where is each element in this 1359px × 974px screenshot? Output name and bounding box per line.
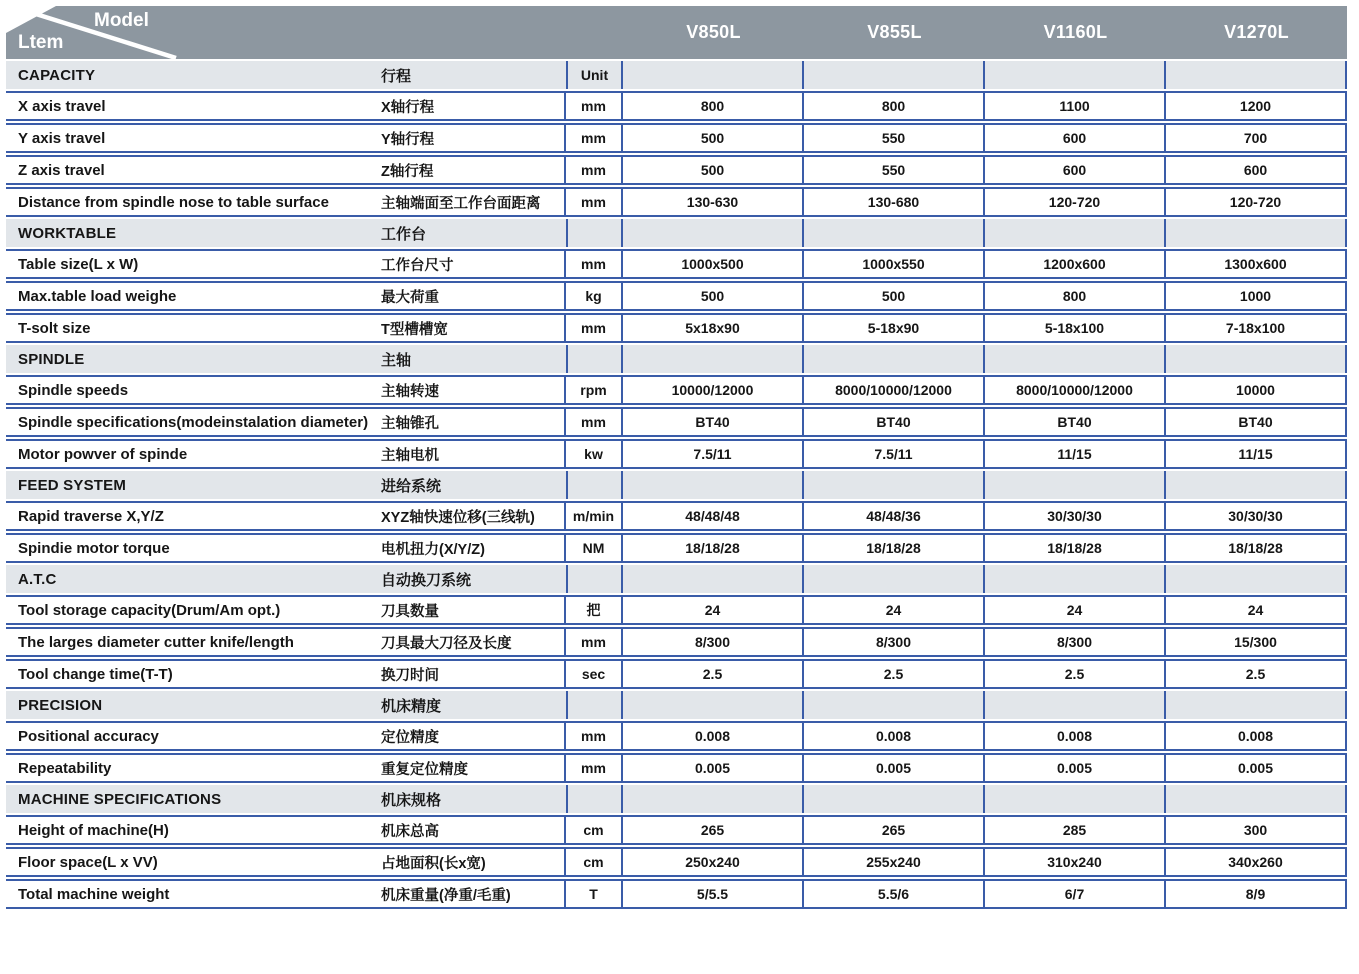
section-value-spacer	[985, 691, 1166, 719]
row-label-zh: Z轴行程	[381, 155, 566, 185]
unit-cell: mm	[566, 91, 623, 121]
value-cell: 1200x600	[985, 249, 1166, 279]
value-cell: 2.5	[623, 659, 804, 689]
table-row	[6, 187, 1347, 217]
spec-table	[6, 4, 1347, 911]
row-label-en: Rapid traverse X,Y/Z	[6, 501, 381, 531]
value-cell: 30/30/30	[1166, 501, 1347, 531]
section-row	[6, 471, 1347, 499]
value-cell: BT40	[1166, 407, 1347, 437]
value-cell: 11/15	[1166, 439, 1347, 469]
section-label-en: A.T.C	[6, 565, 381, 593]
section-value-spacer	[985, 471, 1166, 499]
section-value-spacer	[1166, 691, 1347, 719]
row-label-en: Repeatability	[6, 753, 381, 783]
row-label-en: Motor powver of spinde	[6, 439, 381, 469]
value-cell: 600	[985, 123, 1166, 153]
row-label-zh: 刀具最大刀径及长度	[381, 627, 566, 657]
row-label-zh: 刀具数量	[381, 595, 566, 625]
unit-cell: sec	[566, 659, 623, 689]
section-value-spacer	[804, 471, 985, 499]
row-label-en: Spindie motor torque	[6, 533, 381, 563]
unit-header-cell	[566, 785, 623, 813]
section-value-spacer	[623, 61, 804, 89]
row-label-en: Distance from spindle nose to table surface	[6, 187, 381, 217]
value-cell: 18/18/28	[804, 533, 985, 563]
unit-cell: 把	[566, 595, 623, 625]
value-cell: 130-680	[804, 187, 985, 217]
value-cell: 0.005	[1166, 753, 1347, 783]
row-label-zh: 主轴锥孔	[381, 407, 566, 437]
table-row	[6, 627, 1347, 657]
table-row	[6, 313, 1347, 343]
row-label-zh: 机床总高	[381, 815, 566, 845]
value-cell: 0.005	[985, 753, 1166, 783]
value-cell: 7-18x100	[1166, 313, 1347, 343]
unit-header-cell	[566, 691, 623, 719]
section-value-spacer	[1166, 471, 1347, 499]
row-label-en: Positional accuracy	[6, 721, 381, 751]
section-row	[6, 691, 1347, 719]
value-cell: 250x240	[623, 847, 804, 877]
value-cell: 700	[1166, 123, 1347, 153]
row-label-en: The larges diameter cutter knife/length	[6, 627, 381, 657]
value-cell: 2.5	[804, 659, 985, 689]
corner-model-label: Model	[94, 10, 149, 31]
value-cell: 600	[1166, 155, 1347, 185]
value-cell: 8/300	[623, 627, 804, 657]
section-value-spacer	[1166, 345, 1347, 373]
table-row	[6, 501, 1347, 531]
section-value-spacer	[985, 565, 1166, 593]
value-cell: BT40	[804, 407, 985, 437]
value-cell: 5.5/6	[804, 879, 985, 909]
value-cell: 800	[985, 281, 1166, 311]
unit-cell: mm	[566, 753, 623, 783]
value-cell: 2.5	[1166, 659, 1347, 689]
value-cell: 10000	[1166, 375, 1347, 405]
section-label-zh: 自动换刀系统	[381, 565, 566, 593]
value-cell: 48/48/48	[623, 501, 804, 531]
unit-cell: T	[566, 879, 623, 909]
unit-cell: m/min	[566, 501, 623, 531]
section-row	[6, 345, 1347, 373]
unit-cell: cm	[566, 815, 623, 845]
value-cell: 800	[804, 91, 985, 121]
row-label-zh: 机床重量(净重/毛重)	[381, 879, 566, 909]
value-cell: 300	[1166, 815, 1347, 845]
section-label-zh: 工作台	[381, 219, 566, 247]
value-cell: 30/30/30	[985, 501, 1166, 531]
value-cell: 120-720	[985, 187, 1166, 217]
value-cell: 285	[985, 815, 1166, 845]
section-value-spacer	[1166, 565, 1347, 593]
section-value-spacer	[1166, 61, 1347, 89]
table-row	[6, 815, 1347, 845]
table-row	[6, 595, 1347, 625]
section-value-spacer	[985, 61, 1166, 89]
row-label-en: Tool change time(T-T)	[6, 659, 381, 689]
row-label-zh: T型槽槽宽	[381, 313, 566, 343]
table-row	[6, 533, 1347, 563]
table-row	[6, 91, 1347, 121]
value-cell: 7.5/11	[623, 439, 804, 469]
row-label-zh: 工作台尺寸	[381, 249, 566, 279]
unit-cell: mm	[566, 721, 623, 751]
row-label-zh: 换刀时间	[381, 659, 566, 689]
section-value-spacer	[623, 219, 804, 247]
row-label-zh: 最大荷重	[381, 281, 566, 311]
section-label-en: PRECISION	[6, 691, 381, 719]
section-value-spacer	[804, 785, 985, 813]
corner-item-label: Ltem	[18, 32, 64, 53]
section-label-zh: 主轴	[381, 345, 566, 373]
value-cell: 0.008	[1166, 721, 1347, 751]
section-value-spacer	[804, 61, 985, 89]
value-cell: 310x240	[985, 847, 1166, 877]
model-header-3: V1270L	[1166, 6, 1347, 59]
table-row	[6, 281, 1347, 311]
row-label-zh: Y轴行程	[381, 123, 566, 153]
row-label-en: X axis travel	[6, 91, 381, 121]
row-label-zh: 定位精度	[381, 721, 566, 751]
value-cell: 0.005	[804, 753, 985, 783]
value-cell: 1100	[985, 91, 1166, 121]
value-cell: 500	[623, 155, 804, 185]
unit-cell: mm	[566, 123, 623, 153]
model-header-1: V855L	[804, 6, 985, 59]
value-cell: 130-630	[623, 187, 804, 217]
unit-cell: mm	[566, 407, 623, 437]
value-cell: 800	[623, 91, 804, 121]
model-header-2: V1160L	[985, 6, 1166, 59]
value-cell: 500	[804, 281, 985, 311]
table-row	[6, 407, 1347, 437]
unit-cell: mm	[566, 627, 623, 657]
row-label-zh: 主轴转速	[381, 375, 566, 405]
value-cell: 1000x500	[623, 249, 804, 279]
section-label-en: WORKTABLE	[6, 219, 381, 247]
value-cell: 1000	[1166, 281, 1347, 311]
value-cell: BT40	[985, 407, 1166, 437]
unit-cell: rpm	[566, 375, 623, 405]
row-label-zh: 主轴端面至工作台面距离	[381, 187, 566, 217]
unit-cell: mm	[566, 313, 623, 343]
model-header-0: V850L	[623, 6, 804, 59]
value-cell: 120-720	[1166, 187, 1347, 217]
row-label-en: Floor space(L x VV)	[6, 847, 381, 877]
table-row	[6, 721, 1347, 751]
section-value-spacer	[623, 785, 804, 813]
value-cell: 2.5	[985, 659, 1166, 689]
section-value-spacer	[985, 345, 1166, 373]
table-row	[6, 439, 1347, 469]
value-cell: 10000/12000	[623, 375, 804, 405]
value-cell: 18/18/28	[1166, 533, 1347, 563]
value-cell: 7.5/11	[804, 439, 985, 469]
section-label-zh: 机床规格	[381, 785, 566, 813]
unit-header-cell	[566, 565, 623, 593]
section-label-en: MACHINE SPECIFICATIONS	[6, 785, 381, 813]
value-cell: 8/300	[804, 627, 985, 657]
value-cell: 8000/10000/12000	[985, 375, 1166, 405]
row-label-en: Max.table load weighe	[6, 281, 381, 311]
table-row	[6, 123, 1347, 153]
section-value-spacer	[804, 345, 985, 373]
value-cell: 8/300	[985, 627, 1166, 657]
value-cell: 5x18x90	[623, 313, 804, 343]
section-row	[6, 565, 1347, 593]
value-cell: 5-18x100	[985, 313, 1166, 343]
value-cell: 24	[804, 595, 985, 625]
unit-header-cell	[566, 345, 623, 373]
table-row	[6, 249, 1347, 279]
value-cell: 600	[985, 155, 1166, 185]
section-label-zh: 行程	[381, 61, 566, 89]
value-cell: 500	[623, 123, 804, 153]
unit-cell: mm	[566, 187, 623, 217]
value-cell: 0.008	[804, 721, 985, 751]
table-row	[6, 753, 1347, 783]
corner-cell	[6, 6, 623, 59]
row-label-zh: 电机扭力(X/Y/Z)	[381, 533, 566, 563]
value-cell: 5-18x90	[804, 313, 985, 343]
table-row	[6, 847, 1347, 877]
section-label-en: SPINDLE	[6, 345, 381, 373]
row-label-en: Spindle speeds	[6, 375, 381, 405]
row-label-en: Spindle specifications(modeinstalation diameter)	[6, 407, 381, 437]
section-label-zh: 进给系统	[381, 471, 566, 499]
value-cell: 1200	[1166, 91, 1347, 121]
unit-cell: kw	[566, 439, 623, 469]
row-label-en: T-solt size	[6, 313, 381, 343]
section-value-spacer	[985, 219, 1166, 247]
row-label-en: Table size(L x W)	[6, 249, 381, 279]
section-label-en: CAPACITY	[6, 61, 381, 89]
table-row	[6, 155, 1347, 185]
value-cell: 265	[804, 815, 985, 845]
value-cell: 6/7	[985, 879, 1166, 909]
section-value-spacer	[985, 785, 1166, 813]
row-label-zh: 占地面积(长x宽)	[381, 847, 566, 877]
value-cell: BT40	[623, 407, 804, 437]
unit-cell: mm	[566, 249, 623, 279]
section-row	[6, 219, 1347, 247]
section-label-en: FEED SYSTEM	[6, 471, 381, 499]
unit-header-cell: Unit	[566, 61, 623, 89]
section-value-spacer	[1166, 219, 1347, 247]
section-value-spacer	[623, 345, 804, 373]
row-label-en: Tool storage capacity(Drum/Am opt.)	[6, 595, 381, 625]
value-cell: 1300x600	[1166, 249, 1347, 279]
value-cell: 255x240	[804, 847, 985, 877]
value-cell: 15/300	[1166, 627, 1347, 657]
unit-cell: mm	[566, 155, 623, 185]
value-cell: 5/5.5	[623, 879, 804, 909]
unit-cell: cm	[566, 847, 623, 877]
section-row	[6, 61, 1347, 89]
value-cell: 18/18/28	[623, 533, 804, 563]
value-cell: 0.008	[623, 721, 804, 751]
value-cell: 340x260	[1166, 847, 1347, 877]
value-cell: 48/48/36	[804, 501, 985, 531]
section-value-spacer	[1166, 785, 1347, 813]
unit-cell: kg	[566, 281, 623, 311]
section-row	[6, 785, 1347, 813]
section-value-spacer	[623, 565, 804, 593]
section-value-spacer	[623, 471, 804, 499]
value-cell: 8/9	[1166, 879, 1347, 909]
value-cell: 500	[623, 281, 804, 311]
unit-cell: NM	[566, 533, 623, 563]
row-label-en: Z axis travel	[6, 155, 381, 185]
row-label-en: Height of machine(H)	[6, 815, 381, 845]
value-cell: 18/18/28	[985, 533, 1166, 563]
unit-header-cell	[566, 219, 623, 247]
value-cell: 550	[804, 123, 985, 153]
value-cell: 0.005	[623, 753, 804, 783]
section-value-spacer	[804, 565, 985, 593]
unit-header-cell	[566, 471, 623, 499]
table-header-row	[6, 6, 1347, 59]
row-label-en: Y axis travel	[6, 123, 381, 153]
value-cell: 1000x550	[804, 249, 985, 279]
value-cell: 8000/10000/12000	[804, 375, 985, 405]
value-cell: 24	[1166, 595, 1347, 625]
section-value-spacer	[804, 691, 985, 719]
value-cell: 0.008	[985, 721, 1166, 751]
row-label-zh: 重复定位精度	[381, 753, 566, 783]
value-cell: 24	[623, 595, 804, 625]
row-label-zh: XYZ轴快速位移(三线轨)	[381, 501, 566, 531]
table-row	[6, 659, 1347, 689]
row-label-en: Total machine weight	[6, 879, 381, 909]
table-row	[6, 879, 1347, 909]
row-label-zh: X轴行程	[381, 91, 566, 121]
section-value-spacer	[623, 691, 804, 719]
table-row	[6, 375, 1347, 405]
row-label-zh: 主轴电机	[381, 439, 566, 469]
section-label-zh: 机床精度	[381, 691, 566, 719]
value-cell: 550	[804, 155, 985, 185]
value-cell: 24	[985, 595, 1166, 625]
value-cell: 265	[623, 815, 804, 845]
section-value-spacer	[804, 219, 985, 247]
value-cell: 11/15	[985, 439, 1166, 469]
